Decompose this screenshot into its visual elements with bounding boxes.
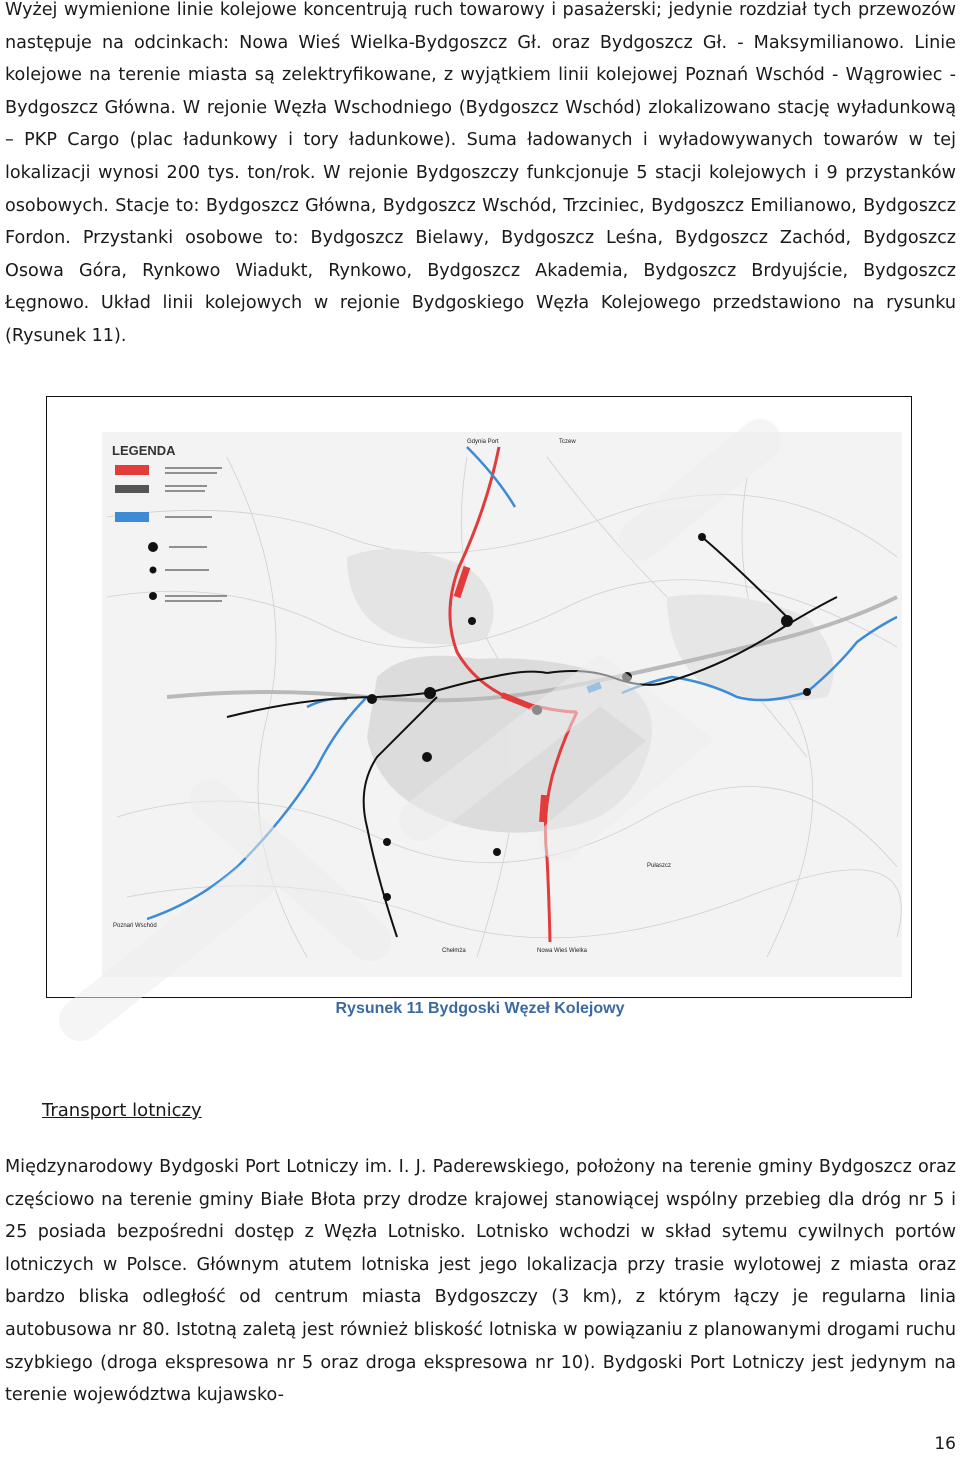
legend-swatch-red	[115, 465, 149, 475]
legend-swatch-blue	[115, 512, 149, 522]
stop-dot	[493, 848, 501, 856]
stop-dot	[422, 752, 432, 762]
label-poznan-wschod: Poznań Wschód	[113, 923, 157, 929]
red-segment-south	[542, 795, 544, 822]
intro-paragraph	[5, 0, 956, 353]
station-dot	[622, 672, 632, 682]
station-dot	[424, 687, 436, 699]
legend-stop-symbol	[150, 567, 157, 574]
label-tczew: Tczew	[559, 439, 576, 445]
legend-swatch-dark	[115, 485, 149, 493]
label-nowa-wies-wielka: Nowa Wieś Wielka	[537, 948, 588, 954]
airport-paragraph-text: Międzynarodowy Bydgoski Port Lotniczy im. I. J. Paderewskiego, położony na terenie gminy Bydgoszcz oraz częściowo na terenie gminy Białe Błota przy drodze krajowej stanowiącej wspólny przebieg dla dróg nr 5 i 25 posiada bezpośredni dostęp z Węzła Lotnisko. Lotnisko wchodzi w skład sytemu cywilnych portów lotniczych w Polsce. Głównym atutem lotniska jest jego lokalizacja przy trasie wylotowej z miasta oraz bardzo bliska odległość od centrum miasta Bydgoszczy (3 km), z którym łączy je regularna linia autobusowa nr 80. Istotną zaletą jest również bliskość lotniska w powiązaniu z planowanymi drogami ruchu szybkiego (droga ekspresowa nr 5 oraz droga ekspresowa nr 10). Bydgoski Port Lotniczy jest jedynym na terenie województwa kujawsko-	[5, 1157, 956, 1406]
figure-caption: Rysunek 11 Bydgoski Węzeł Kolejowy	[335, 1000, 625, 1017]
label-pulaszcz: Pułaszcz	[647, 863, 672, 869]
legend-station-symbol	[148, 542, 158, 552]
intro-paragraph-text: Wyżej wymienione linie kolejowe koncentrują ruch towarowy i pasażerski; jedynie rozdział tych przewozów następuje na odcinkach: Nowa Wieś Wielka-Bydgoszcz Gł. oraz Bydgoszcz Gł. - Maksymilianowo. Linie kolejowe na terenie miasta są zelektryfikowane, z wyjątkiem linii kolejowej Poznań Wschód - Wągrowiec - Bydgoszcz Główna. W rejonie Węzła Wschodniego (Bydgoszcz Wschód) zlokalizowano stację wyładunkową – PKP Cargo (plac ładunkowy i tory ładunkowe). Suma ładowanych i wyładowywanych towarów w tej lokalizacji wynosi 200 tys. ton/rok. W rejonie Bydgoszczy funkcjonuje 5 stacji kolejowych i 9 przystanków osobowych. Stacje to: Bydgoszcz Główna, Bydgoszcz Wschód, Trzciniec, Bydgoszcz Emilianowo, Bydgoszcz Fordon. Przystanki osobowe to: Bydgoszcz Bielawy, Bydgoszcz Leśna, Bydgoszcz Zachód, Bydgoszcz Osowa Góra, Rynkowo Wiadukt, Rynkowo, Bydgoszcz Akademia, Bydgoszcz Brdyujście, Bydgoszcz Łęgnowo. Układ linii kolejowych w rejonie Bydgoskiego Węzła Kolejowego przedstawiono na rysunku (Rysunek 11).	[5, 0, 956, 346]
station-dot	[781, 615, 793, 627]
stop-dot	[698, 533, 706, 541]
section-heading: Transport lotniczy	[42, 1100, 202, 1121]
airport-paragraph	[5, 1151, 956, 1412]
station-dot	[532, 705, 542, 715]
label-gdynia-port: Gdynia Port	[467, 439, 499, 445]
legend-junction-symbol	[149, 592, 157, 600]
stop-dot	[383, 838, 391, 846]
stop-dot	[383, 893, 391, 901]
label-chelmza: Chełmża	[442, 948, 466, 954]
station-dot	[367, 694, 377, 704]
railway-map-figure	[46, 396, 912, 998]
legend-title: LEGENDA	[112, 443, 176, 458]
railway-map	[47, 397, 910, 996]
page-number: 16	[934, 1434, 956, 1454]
stop-dot	[468, 617, 476, 625]
stop-dot	[803, 688, 811, 696]
